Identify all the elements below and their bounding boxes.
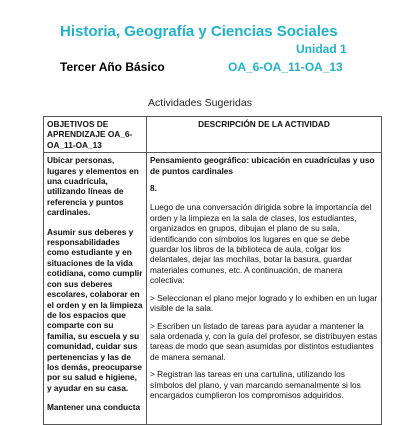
objectives-cell [44,153,147,424]
activity-number: 8. [150,183,157,194]
objective-item: Mantener una conducta [47,402,141,413]
activity-paragraph: > Seleccionan el plano mejor logrado y lo exhiben en un lugar visible de la sala. [150,292,378,314]
objectives-header: OBJETIVOS DE APRENDIZAJE OA_6-OA_11-OA_13 [44,117,147,153]
table-header-row [44,117,382,153]
section-title: Actividades Sugeridas [148,97,252,109]
table-row [44,153,382,424]
oa-code-label: OA_6-OA_11-OA_13 [228,60,343,74]
activity-title: Pensamiento geográfico: ubicación en cuadrículas y uso de puntos cardinales [150,155,375,176]
activity-paragraph: > Escriben un listado de tareas para ayudar a mantener la sala ordenada y, con la guía del profesor, se distribuyen estas tareas de modo que sean asumidas por distintos estudiantes de manera semanal. [150,320,378,362]
objective-item: Ubicar personas, lugares y elementos en una cuadrícula, utilizando líneas de referencia y puntos cardinales. [47,155,139,218]
objective-item: Asumir sus deberes y responsabilidades como estudiante y en situaciones de la vida cotidiana, como cumplir con sus deberes escolares, colaborar en el orden y en la limpieza de los espacios que comparte con su familia, su escuela y su comunidad, cuidar sus pertenencias y las de los demás, preocuparse por su salud e higiene, y ayudar en su casa. [47,226,143,393]
grade-label: Tercer Año Básico [60,60,165,74]
activity-paragraph: > Registran las tareas en una cartulina, utilizando los símbolos del plano, y van marcando semanalmente si los encargados cumplieron los compromisos adquiridos. [150,369,361,400]
unit-label: Unidad 1 [296,42,347,56]
description-cell [147,153,382,424]
activity-paragraph: Luego de una conversación dirigida sobre la importancia del orden y la limpieza en la sala de clases, los estudiantes, organizados en grupos, dibujan el plano de su sala, identificando con símbolos los lugares en que se debe guardar los libros de la biblioteca de aula, colgar los delantales, dejar las mochilas, botar la basura, guardar materiales comunes, etc. A continuación, de manera colectiva: [150,202,372,286]
description-header: DESCRIPCIÓN DE LA ACTIVIDAD [147,117,382,153]
activities-table [43,116,382,425]
subject-title: Historia, Geografía y Ciencias Sociales [60,23,338,40]
